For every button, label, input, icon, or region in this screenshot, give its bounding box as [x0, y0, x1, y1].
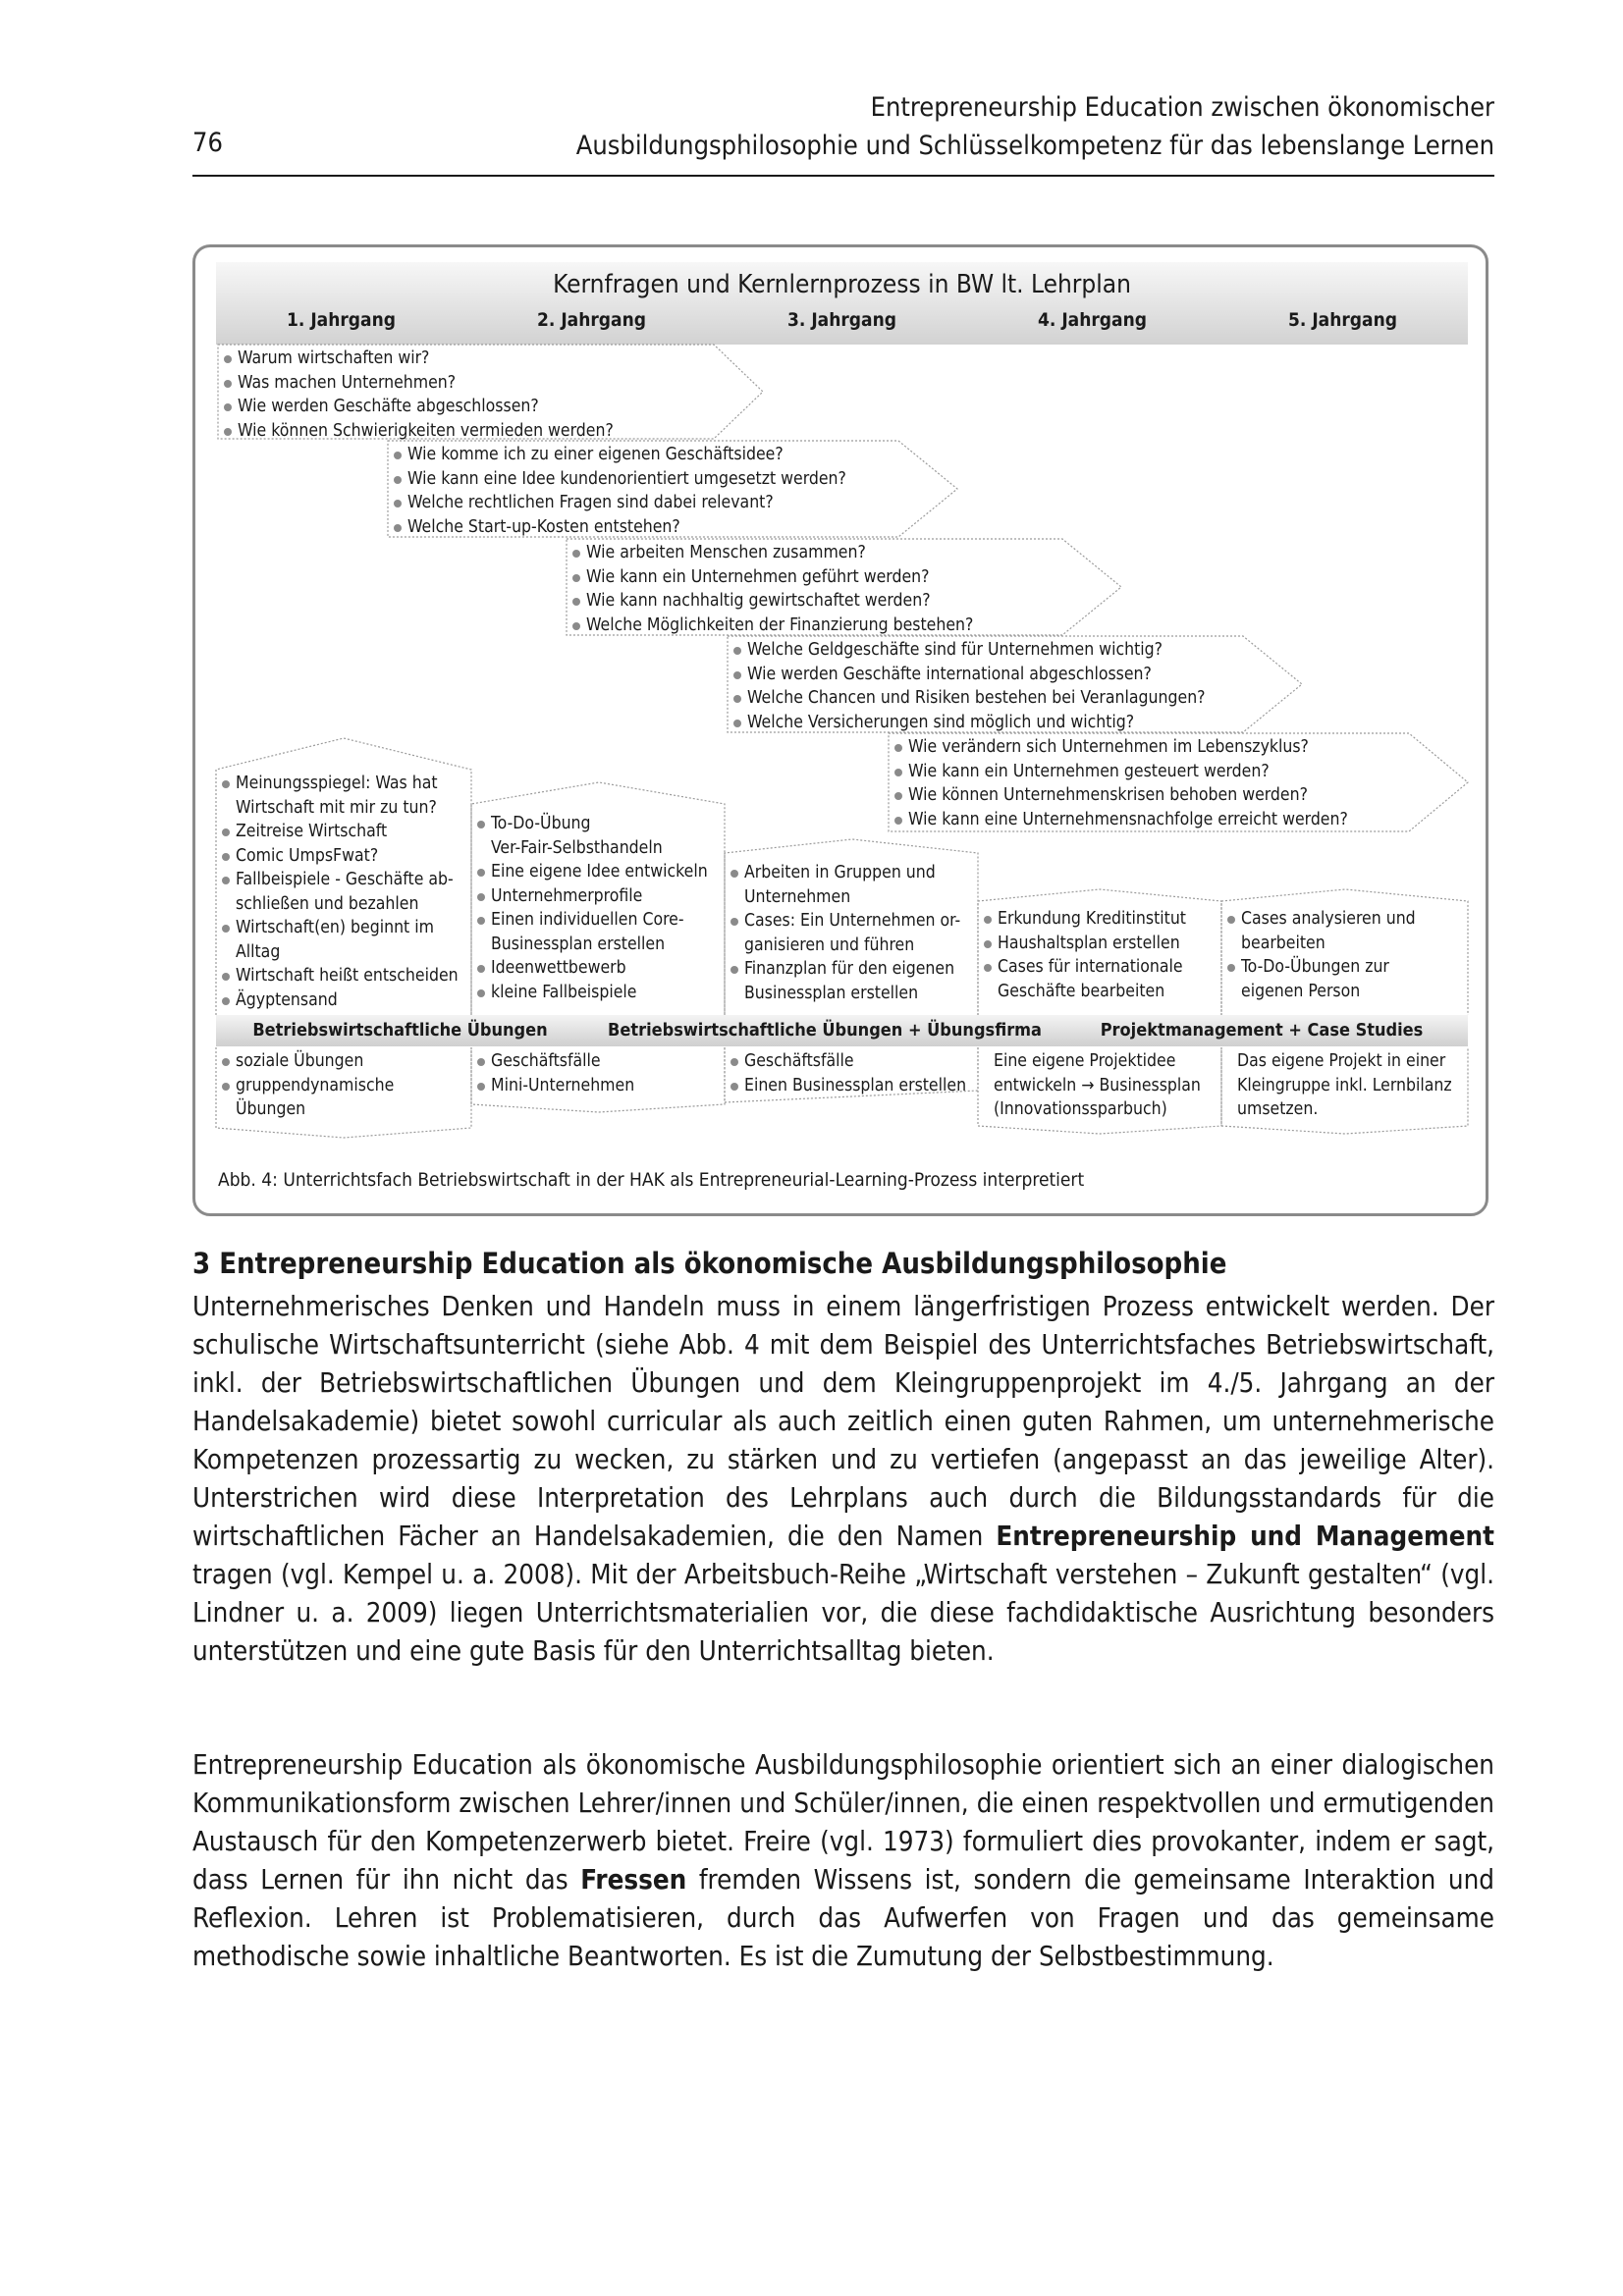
exercise-category-band: [216, 1015, 1468, 1046]
question-item: Welche Versicherungen sind möglich und wichtig?: [731, 711, 1302, 735]
year-label-3: 3. Jahrgang: [786, 309, 896, 331]
exercise-item: umsetzen.: [1237, 1099, 1319, 1119]
question-item: Wie kann ein Unternehmen geführt werden?: [570, 565, 1121, 590]
exercise-item: Übungen: [236, 1099, 306, 1119]
body-paragraph-1: [192, 1288, 1494, 1671]
exercise-item: gruppendynamische: [220, 1074, 471, 1098]
question-block-1: [218, 345, 763, 439]
exercise-block-4: [978, 1047, 1221, 1134]
method-item: Businessplan erstellen: [744, 983, 919, 1003]
question-item: Welche Geldgeschäfte sind für Unternehmen wichtig?: [731, 638, 1302, 663]
method-item: Comic UmpsFwat?: [220, 844, 471, 869]
page-number: 76: [192, 128, 223, 158]
figure-caption: Abb. 4: Unterrichtsfach Betriebswirtschaft in der HAK als Entrepreneurial-Learning-Prozess interpretiert: [218, 1169, 1085, 1191]
method-item: Meinungsspiegel: Was hat: [220, 772, 471, 796]
methods-block-4: [978, 889, 1221, 1015]
question-item: Wie werden Geschäfte international abgeschlossen?: [731, 663, 1302, 687]
question-item: Wie werden Geschäfte abgeschlossen?: [222, 395, 763, 419]
exercise-item: Einen Businessplan erstellen: [729, 1074, 978, 1098]
question-item: Wie können Unternehmenskrisen behoben werden?: [893, 783, 1468, 808]
method-item: Wirtschaft heißt entscheiden: [220, 964, 471, 988]
running-head: [192, 88, 1494, 177]
band-label-3: Projektmanagement + Case Studies: [1100, 1020, 1424, 1041]
question-item: Welche Start-up-Kosten entstehen?: [392, 515, 957, 540]
method-item: To-Do-Übung: [475, 812, 725, 836]
exercise-block-5: [1221, 1047, 1468, 1134]
method-item: Unternehmerprofile: [475, 884, 725, 909]
exercise-item: entwickeln → Businessplan: [994, 1075, 1201, 1095]
method-item: Erkundung Kreditinstitut: [982, 907, 1221, 932]
exercise-item: soziale Übungen: [220, 1049, 471, 1074]
figure-title: Kernfragen und Kernlernprozess in BW lt. Lehrplan: [553, 270, 1131, 299]
band-label-2: Betriebswirtschaftliche Übungen + Übungsfirma: [608, 1020, 1042, 1041]
running-head-title: [576, 88, 1494, 165]
method-item: Cases analysieren und: [1225, 907, 1468, 932]
exercise-item: Kleingruppe inkl. Lernbilanz: [1237, 1075, 1452, 1095]
paragraph-text: tragen (vgl. Kempel u. a. 2008). Mit der Arbeitsbuch-Reihe „Wirtschaft verstehen – Zukunft gestalten“ (vgl. Lindner u. a. 2009) liegen Unterrichtsmaterialien vor, die diese fachdidaktische Ausrichtung besonders unterstützen und eine gute Basis für den Unterrichtsalltag bieten.: [192, 1559, 1494, 1667]
question-item: Was machen Unternehmen?: [222, 371, 763, 396]
method-item: Ver-Fair-Selbsthandeln: [491, 837, 663, 858]
method-item: Eine eigene Idee entwickeln: [475, 860, 725, 884]
section-heading: 3 Entrepreneurship Education als ökonomische Ausbildungsphilosophie: [192, 1247, 1227, 1280]
year-row: [216, 309, 1468, 331]
methods-block-3: [725, 839, 978, 1015]
method-item: Unternehmen: [744, 886, 851, 907]
method-item: To-Do-Übungen zur: [1225, 955, 1468, 980]
paragraph-text: Unternehmerisches Denken und Handeln muss in einem längerfristigen Prozess entwickelt werden. Der schulische Wirtschaftsunterricht (siehe Abb. 4 mit dem Beispiel des Unterrichtsfaches Betriebswirtschaft, inkl. der Betriebswirtschaftlichen Übungen und dem Kleingruppenprojekt im 4./5. Jahrgang an der Handelsakademie) bietet sowohl curricular als auch zeitlich einen guten Rahmen, um unternehmerische Kompetenzen prozessartig zu wecken, zu stärken und zu vertiefen (angepasst an das jeweilige Alter). Unterstrichen wird diese Interpretation des Lehrplans auch durch die Bildungsstandards für die wirtschaftlichen Fächer an Handelsakademien, die den Namen: [192, 1291, 1494, 1552]
method-item: schließen und bezahlen: [236, 893, 419, 914]
method-item: Businessplan erstellen: [491, 934, 666, 954]
method-item: Ägyptensand: [220, 988, 471, 1013]
exercise-item: Mini-Unternehmen: [475, 1074, 725, 1098]
exercise-item: Geschäftsfälle: [475, 1049, 725, 1074]
question-item: Wie kann nachhaltig gewirtschaftet werden?: [570, 589, 1121, 614]
method-item: Wirtschaft(en) beginnt im: [220, 916, 471, 940]
question-item: Wie komme ich zu einer eigenen Geschäftsidee?: [392, 443, 957, 467]
question-item: Wie kann ein Unternehmen gesteuert werden?: [893, 760, 1468, 784]
year-label-4: 4. Jahrgang: [1037, 309, 1147, 331]
running-head-title-line1: Entrepreneurship Education zwischen ökonomischer: [870, 92, 1494, 123]
method-item: Cases für internationale: [982, 955, 1221, 980]
paragraph-text: fremden Wissens ist, sondern die gemeinsame Interaktion und Reflexion. Lehren ist Problematisieren, durch das Aufwerfen von Fragen und das gemeinsame methodische sowie inhaltliche Beantworten. Es ist die Zumutung der Selbstbestimmung.: [192, 1864, 1495, 1972]
year-label-2: 2. Jahrgang: [536, 309, 646, 331]
question-item: Warum wirtschaften wir?: [222, 347, 763, 371]
year-label-1: 1. Jahrgang: [286, 309, 396, 331]
method-item: bearbeiten: [1241, 933, 1325, 953]
exercise-item: (Innovationssparbuch): [994, 1099, 1167, 1119]
exercise-item: Eine eigene Projektidee: [994, 1051, 1176, 1071]
method-item: Cases: Ein Unternehmen or-: [729, 909, 978, 934]
method-item: kleine Fallbeispiele: [475, 981, 725, 1005]
method-item: Arbeiten in Gruppen und: [729, 861, 978, 885]
method-item: Geschäfte bearbeiten: [998, 981, 1165, 1001]
exercise-item: Das eigene Projekt in einer: [1237, 1051, 1446, 1071]
band-label-1: Betriebswirtschaftliche Übungen: [252, 1020, 548, 1041]
methods-block-5: [1221, 889, 1468, 1015]
question-item: Welche rechtlichen Fragen sind dabei relevant?: [392, 491, 957, 515]
exercise-block-1: [216, 1047, 471, 1138]
running-head-title-line2: Ausbildungsphilosophie und Schlüsselkompetenz für das lebenslange Lernen: [575, 131, 1494, 161]
methods-block-1: [216, 738, 471, 1015]
method-item: Alltag: [236, 941, 281, 962]
exercise-block-3: [725, 1047, 978, 1102]
question-item: Wie verändern sich Unternehmen im Lebenszyklus?: [893, 735, 1468, 760]
question-item: Welche Chancen und Risiken bestehen bei Veranlagungen?: [731, 686, 1302, 711]
method-item: ganisieren und führen: [744, 934, 915, 955]
question-item: Wie können Schwierigkeiten vermieden werden?: [222, 419, 763, 444]
exercise-block-2: [471, 1047, 725, 1112]
paragraph-text: Entrepreneurship Education als ökonomische Ausbildungsphilosophie orientiert sich an einer dialogischen Kommunikationsform zwischen Lehrer/innen und Schüler/innen, die einen respektvollen und ermutigenden Austausch für den Kompetenzerwerb bietet. Freire (vgl. 1973) formuliert dies provokanter, indem er sagt, dass Lernen für ihn nicht das: [192, 1749, 1494, 1896]
method-item: Wirtschaft mit mir zu tun?: [236, 797, 437, 818]
figure-header: [216, 262, 1468, 345]
question-item: Wie arbeiten Menschen zusammen?: [570, 541, 1121, 565]
method-item: eigenen Person: [1241, 981, 1361, 1001]
method-item: Haushaltsplan erstellen: [982, 932, 1221, 956]
exercise-item: Geschäftsfälle: [729, 1049, 978, 1074]
question-block-3: [567, 539, 1121, 635]
emphasis-term: Entrepreneurship und Management: [996, 1521, 1494, 1552]
method-item: Ideenwettbewerb: [475, 956, 725, 981]
year-label-5: 5. Jahrgang: [1287, 309, 1397, 331]
method-item: Zeitreise Wirtschaft: [220, 820, 471, 844]
question-item: Wie kann eine Unternehmensnachfolge erreicht werden?: [893, 808, 1468, 832]
question-item: Wie kann eine Idee kundenorientiert umgesetzt werden?: [392, 467, 957, 492]
method-item: Fallbeispiele - Geschäfte ab-: [220, 868, 471, 892]
question-block-4: [728, 636, 1302, 732]
methods-block-2: [471, 782, 725, 1015]
question-item: Welche Möglichkeiten der Finanzierung bestehen?: [570, 614, 1121, 638]
emphasis-term: Fressen: [580, 1864, 687, 1896]
question-block-2: [388, 441, 957, 537]
method-item: Einen individuellen Core-: [475, 908, 725, 933]
body-paragraph-2: [192, 1746, 1494, 1976]
method-item: Finanzplan für den eigenen: [729, 957, 978, 982]
question-block-5: [889, 733, 1468, 831]
